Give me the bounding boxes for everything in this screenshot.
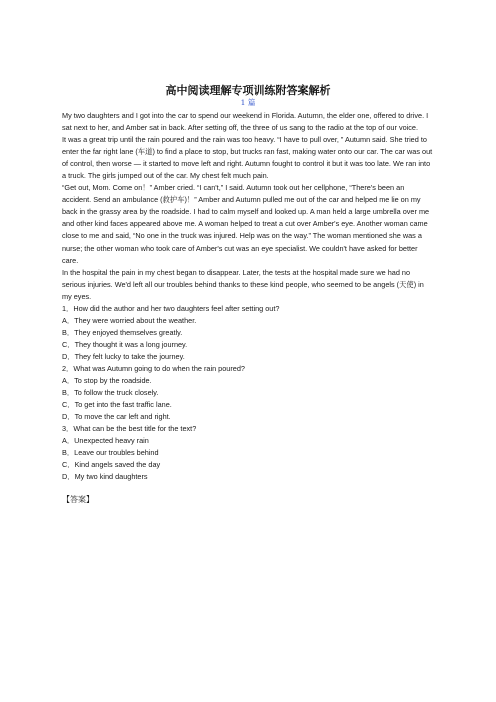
question-2-option-c: C．To get into the fast traffic lane. — [62, 400, 172, 410]
question-1-option-b: B．They enjoyed themselves greatly. — [62, 327, 183, 337]
spacer — [62, 483, 434, 494]
paragraph-4: In the hospital the pain in my chest began to disappear. Later, the tests at the hospital made sure we had no serious injuries. We'd left all our troubles behind thanks to these kind people, who seemed to be angels (天使) in my eyes. — [62, 267, 424, 301]
question-3-option-b: B．Leave our troubles behind — [62, 448, 159, 458]
question-1-stem: 1．How did the author and her two daughters feel after setting out? — [62, 303, 280, 313]
question-1-option-a: A．They were worried about the weather. — [62, 315, 197, 325]
question-3-option-d: D．My two kind daughters — [62, 472, 148, 482]
paragraph-3: “Get out, Mom. Come on！” Amber cried. “I can't,” I said. Autumn took out her cellphone, “There's been an accident. Send an ambulance (救护车)！” Amber and Autumn pulled me out of the car and helped me lie on my back in the grassy area by the roadside. I had to calm myself and looked up. A man held a large umbrella over me and other kind faces appeared above me. A woman helped to treat a cut over Amber's eye. Another woman came close to me and said, “No one in the truck was injured. Help was on the way.” The woman mentioned she was a nurse; the other woman who took care of Amber's cut was an eye specialist. We couldn't have asked for better care. — [62, 183, 430, 265]
document-body — [62, 110, 434, 507]
document-subtitle: 1 篇 — [240, 98, 256, 107]
paragraph-1: My two daughters and I got into the car to spend our weekend in Florida. Autumn, the elder one, offered to drive. I sat next to her, and Amber sat in back. After setting off, the three of us sang to the radio at the top of our voice. — [62, 111, 429, 133]
answer-label: 【答案】 — [62, 495, 94, 505]
question-3-stem: 3．What can be the best title for the text? — [62, 424, 197, 434]
question-2-option-d: D．To move the car left and right. — [62, 412, 171, 422]
question-2-option-a: A．To stop by the roadside. — [62, 376, 152, 386]
question-2-stem: 2．What was Autumn going to do when the rain poured? — [62, 363, 245, 373]
document-title: 高中阅读理解专项训练附答案解析 — [165, 84, 331, 97]
question-3-option-a: A．Unexpected heavy rain — [62, 436, 149, 446]
question-3-option-c: C．Kind angels saved the day — [62, 460, 161, 470]
question-1-option-c: C．They thought it was a long journey. — [62, 339, 188, 349]
question-1-option-d: D．They felt lucky to take the journey. — [62, 351, 185, 361]
paragraph-2: It was a great trip until the rain poured and the rain was too heavy. “I have to pull over, ” Autumn said. She tried to enter the far right lane (车道) to find a place to stop, but trucks ran fast, making water onto our car. The car was out of control, then worse — it started to move left and right. Autumn fought to control it but it was too late. We ran into a truck. The girls jumped out of the car. My chest felt much pain. — [62, 135, 433, 181]
question-2-option-b: B．To follow the truck closely. — [62, 388, 159, 398]
